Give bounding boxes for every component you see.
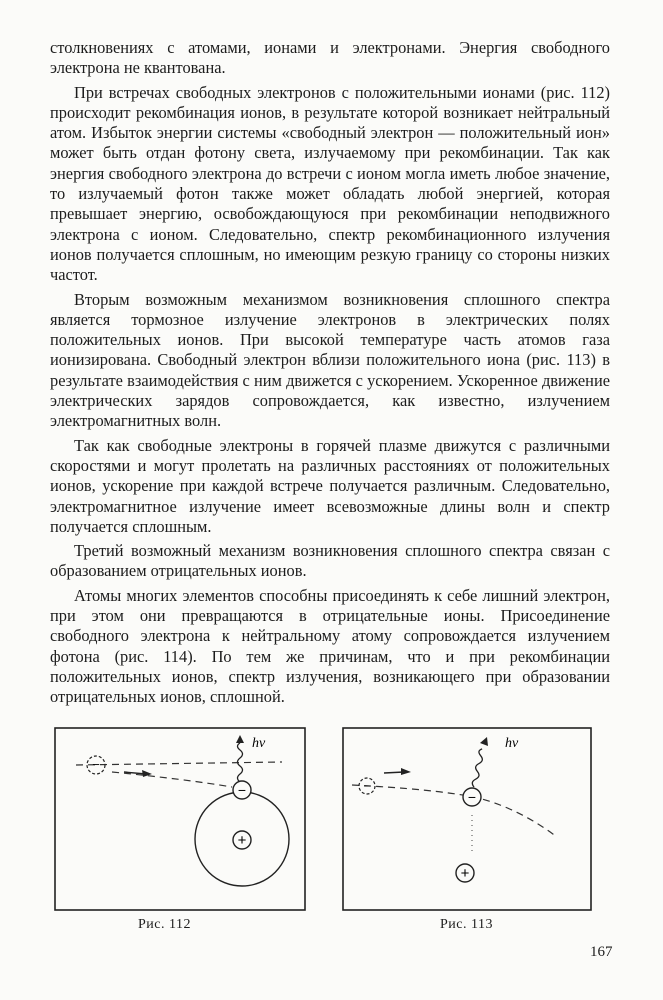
paragraph-1: столкновениях с атомами, ионами и электронами. Энергия свободного электрона не квантована. xyxy=(50,38,610,78)
figure-113-frame xyxy=(343,728,591,910)
incoming-electron-sign: − xyxy=(363,779,371,793)
body-text xyxy=(50,38,610,712)
photon-arrow-icon xyxy=(236,735,244,743)
photon-wave xyxy=(472,748,485,787)
paragraph-2: При встречах свободных электронов с положительными ионами (рис. 112) происходит рекомбинация ионов, в результате которой возникает нейтральный атом. Избыток энергии системы «свободный электрон — положительный ион» может быть отдан фотону света, излучаемому при рекомбинации. Так как энергия свободного электрона до встречи с ионом могла иметь любое значение, то излучаемый фотон также может обладать любой энергией, которая превышает энергию, освобождающуюся при рекомбинации неподвижного электрона с ионом. Следовательно, спектр рекомбинационного излучения ионов получается сплошным, но имеющим резкую границу со стороны низких частот. xyxy=(50,82,610,285)
photon-label: hν xyxy=(252,736,266,751)
curved-path xyxy=(112,772,232,787)
paragraph-3: Вторым возможным механизмом возникновения сплошного спектра является тормозное излучение электронов в электрических полях положительных ионов. При высокой температуре часть атомов газа ионизирована. Свободный электрон вблизи положительного иона (рис. 113) в результате взаимодействия с ним движется с ускорением. Ускоренное движение электрических зарядов сопровождается, как известно, излучением электромагнитных волн. xyxy=(50,289,610,431)
page-number: 167 xyxy=(590,944,613,960)
ion-sign: + xyxy=(237,832,247,849)
free-electron-sign: − xyxy=(92,757,100,772)
photon-arrow-icon xyxy=(480,737,488,746)
paragraph-4: Так как свободные электроны в горячей плазме движутся с различными скоростями и могут пролетать на различных расстояниях от положительных ионов, ускорение при каждой встрече получается различным. Следовательно, электромагнитное излучение имеет всевозможные длины волн и спектр получается сплошным. xyxy=(50,435,610,536)
figure-112-caption: Рис. 112 xyxy=(138,917,191,932)
electron-path xyxy=(352,785,557,837)
figure-113-diagram xyxy=(342,727,592,911)
figure-113-caption: Рис. 113 xyxy=(440,917,493,932)
velocity-arrow-icon xyxy=(401,768,411,775)
figure-112-frame xyxy=(55,728,305,910)
ion-sign: + xyxy=(460,865,470,882)
paragraph-5: Третий возможный механизм возникновения сплошного спектра связан с образованием отрицательных ионов. xyxy=(50,541,610,581)
electron-sign: − xyxy=(467,789,477,805)
figure-112 xyxy=(54,727,306,911)
paragraph-6: Атомы многих элементов способны присоединять к себе лишний электрон, при этом они превращаются в отрицательные ионы. Присоединение свободного электрона к нейтральному атому сопровождается излучением фотона (рис. 114). По тем же причинам, что и при рекомбинации положительных ионов, спектр излучения, возникающего при образовании отрицательных ионов, сплошной. xyxy=(50,585,610,707)
electron-sign: − xyxy=(237,782,247,798)
photon-label: hν xyxy=(505,736,519,751)
figure-113 xyxy=(342,727,592,911)
figure-112-diagram xyxy=(54,727,306,911)
incoming-path xyxy=(76,762,282,765)
